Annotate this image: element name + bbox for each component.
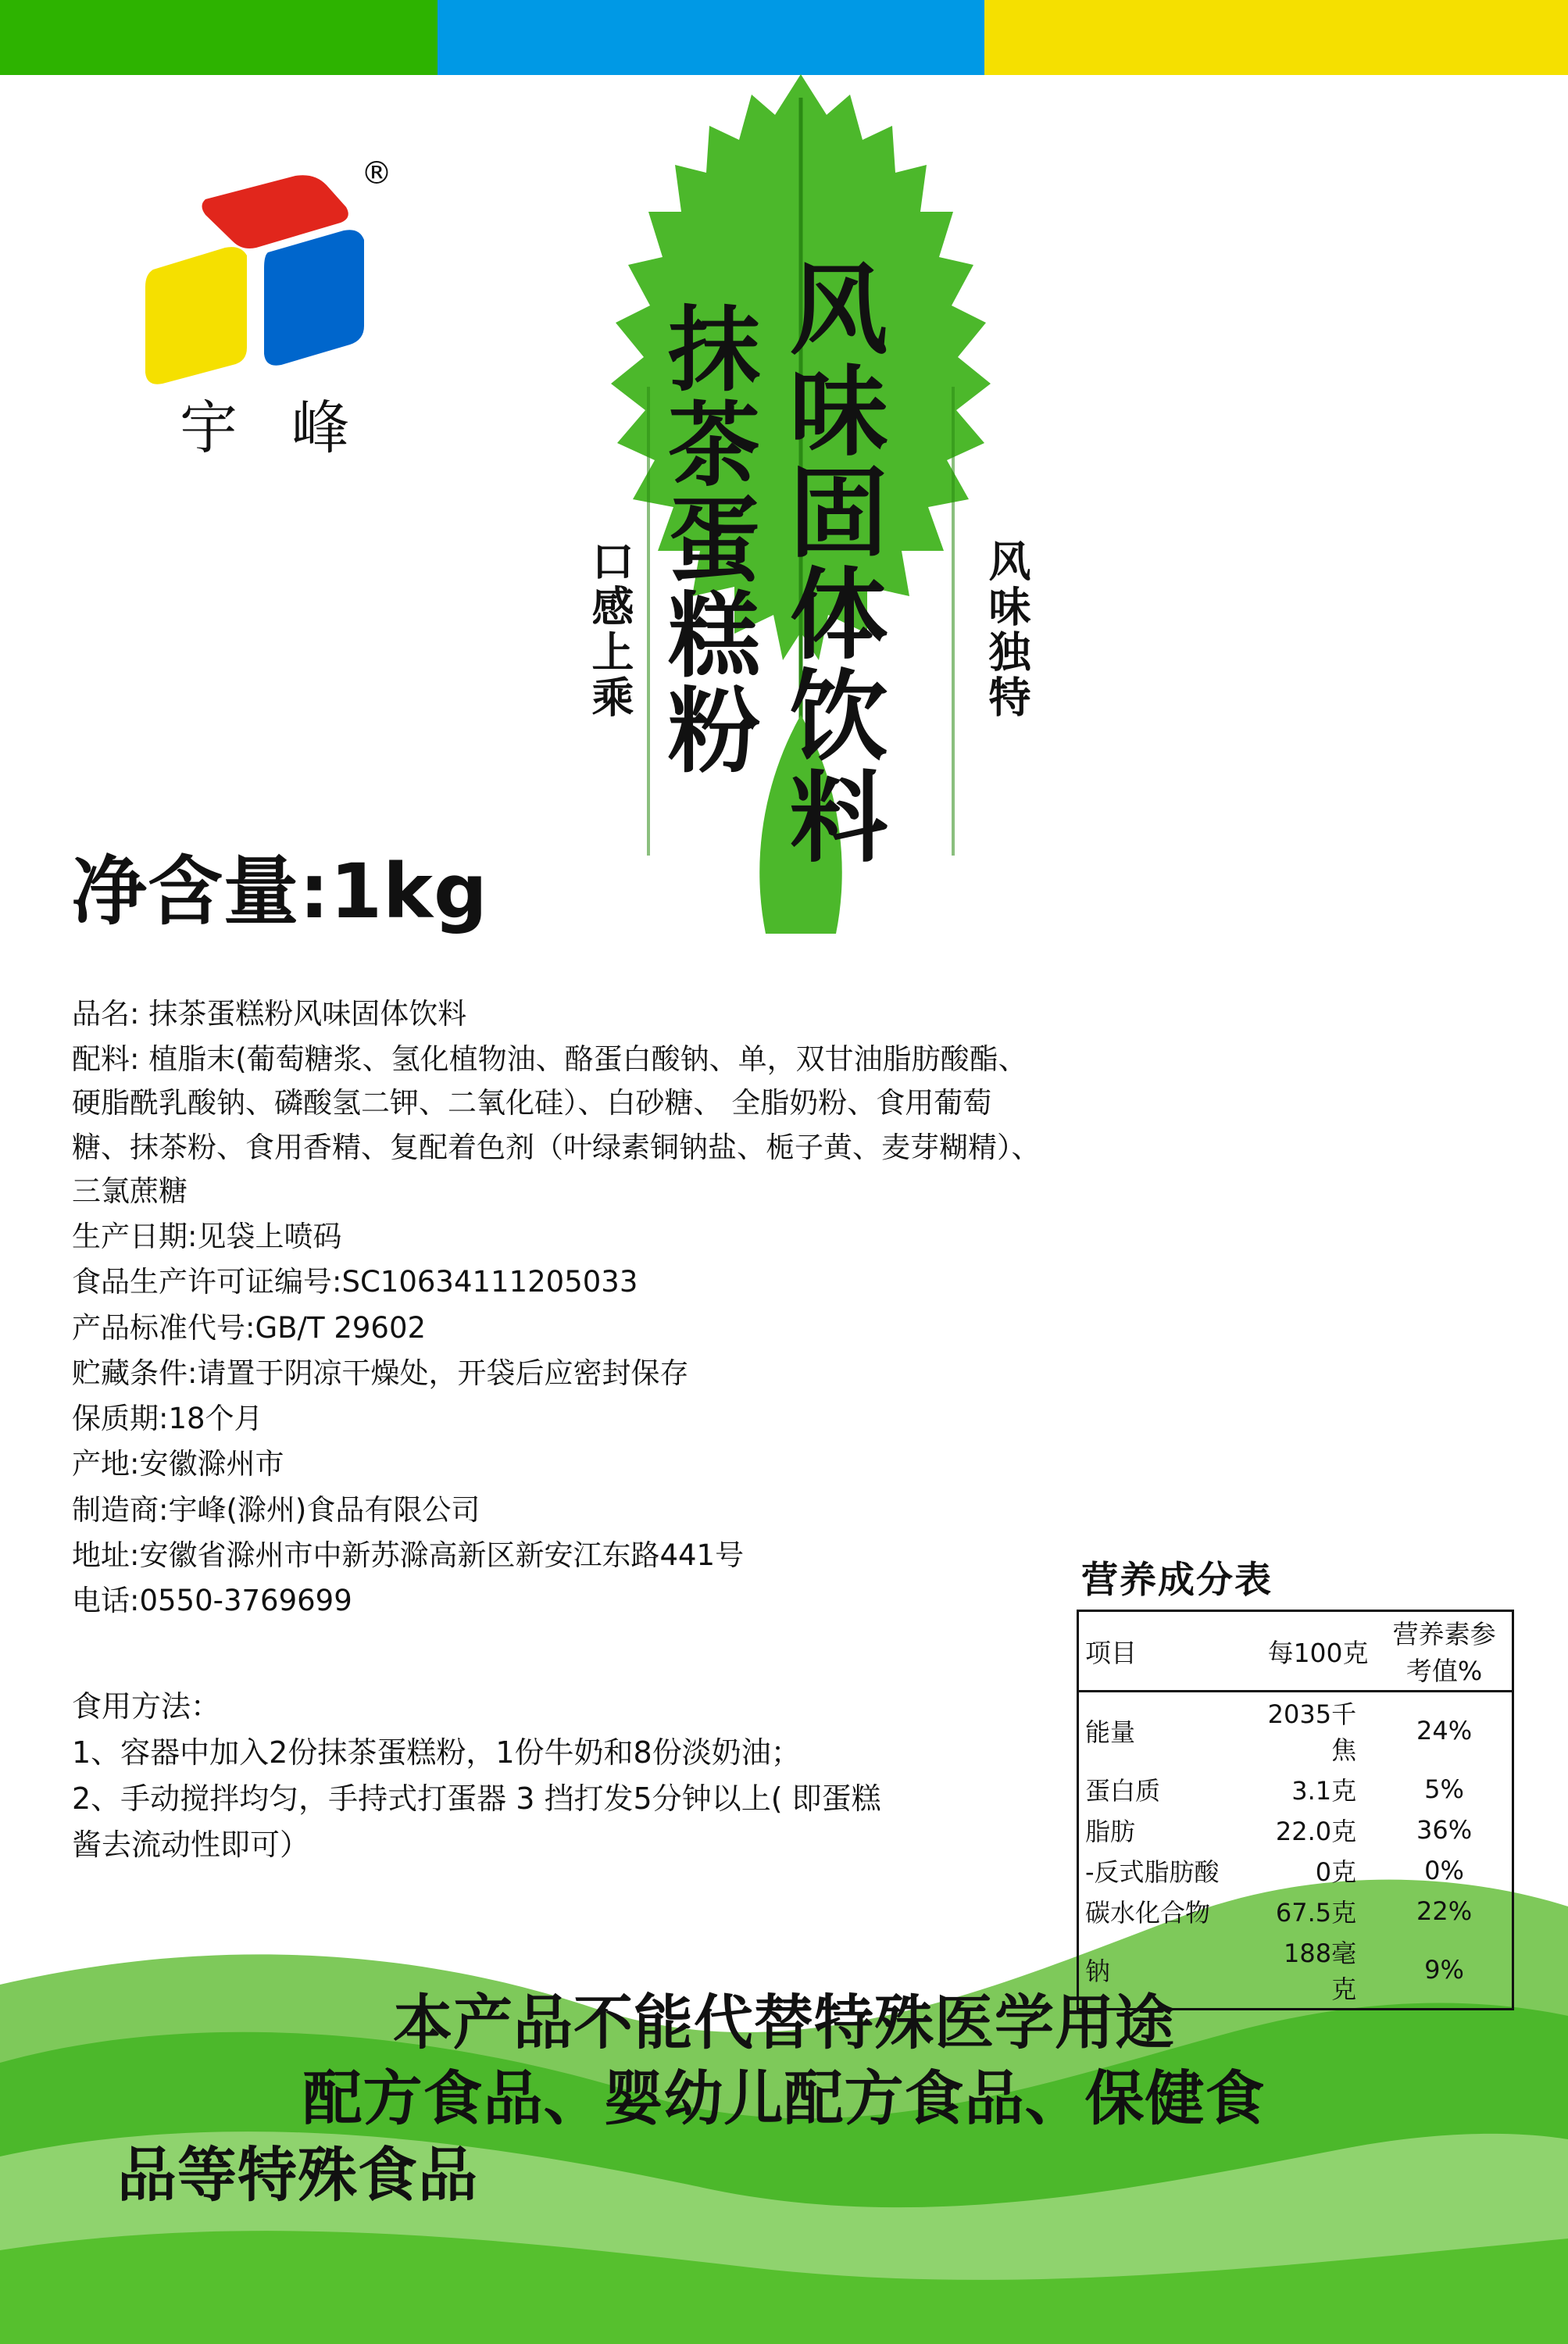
usage-heading: 食用方法： bbox=[72, 1689, 221, 1724]
info-product-name: 品名: 抹茶蛋糕粉风味固体饮料 bbox=[72, 997, 467, 1031]
nutrition-value: 0克 bbox=[1315, 1857, 1357, 1887]
info-origin: 产地:安徽滁州市 bbox=[72, 1447, 284, 1481]
nutrition-item: 蛋白质 bbox=[1085, 1776, 1161, 1806]
leaf-title-primary: 风味固体饮料 bbox=[773, 258, 888, 867]
nutrition-nrv: 0% bbox=[1424, 1856, 1464, 1885]
top-bar-yellow bbox=[984, 0, 1568, 75]
table-row bbox=[1078, 1692, 1513, 1770]
info-standard-no: 产品标准代号:GB/T 29602 bbox=[72, 1310, 427, 1345]
nutrition-item: 钠 bbox=[1078, 1931, 1260, 2010]
info-license-no: 食品生产许可证编号:SC10634111205033 bbox=[72, 1265, 638, 1299]
leaf-slogan-left: 口感上乘 bbox=[585, 539, 634, 720]
nutrition-item: 碳水化合物 bbox=[1085, 1898, 1211, 1928]
nutrition-nrv: 9% bbox=[1377, 1931, 1513, 2010]
warning-line-3: 品等特殊食品 bbox=[117, 2139, 478, 2210]
net-weight: 净含量:1kg bbox=[72, 848, 488, 935]
info-storage: 贮藏条件:请置于阴凉干燥处，开袋后应密封保存 bbox=[72, 1356, 689, 1390]
info-shelf-life: 保质期:18个月 bbox=[72, 1402, 263, 1436]
info-ingredients: 配料: 植脂末(葡萄糖浆、氢化植物油、酪蛋白酸钠、单，双甘油脂肪酸酯、硬脂酰乳酸钠、磷酸氢二钾、二氧化硅）、白砂糖、 全脂奶粉、食用葡萄糖、抹茶粉、食用香精、复配着色剂（叶绿素铜钠盐、栀子黄、麦芽糊精）、三氯蔗糖 bbox=[72, 1042, 1041, 1208]
top-bar-green bbox=[0, 0, 438, 75]
nutrition-nrv: 22% bbox=[1416, 1896, 1473, 1926]
warning-line-1: 本产品不能代替特殊医学用途 bbox=[393, 1988, 1175, 2057]
usage-step-1: 1、容器中加入2份抹茶蛋糕粉，1份牛奶和8份淡奶油； bbox=[72, 1735, 801, 1770]
nutrition-facts bbox=[1077, 1551, 1518, 2010]
svg-text:峰: 峰 bbox=[291, 395, 349, 462]
leaf-slogan-right: 风味独特 bbox=[982, 539, 1031, 720]
table-row bbox=[1078, 1850, 1513, 1891]
regulatory-warning bbox=[0, 1985, 1568, 2213]
nutrition-value: 188毫克 bbox=[1259, 1931, 1377, 2010]
nutrition-header-row bbox=[1078, 1611, 1513, 1692]
logo-cube-icon bbox=[131, 152, 397, 488]
info-manufacturer: 制造商:宇峰(滁州)食品有限公司 bbox=[72, 1492, 480, 1527]
nutrition-value: 22.0克 bbox=[1275, 1817, 1357, 1846]
top-color-bars bbox=[0, 0, 1568, 75]
nutrition-value: 67.5克 bbox=[1275, 1898, 1357, 1928]
warning-line-2: 配方食品、婴幼儿配方食品、保健食 bbox=[302, 2064, 1266, 2134]
product-info-block bbox=[72, 992, 1041, 1624]
nutrition-item: 能量 bbox=[1078, 1692, 1260, 1770]
top-bar-blue bbox=[438, 0, 984, 75]
nutrition-nrv: 36% bbox=[1416, 1815, 1473, 1845]
nutrition-item: -反式脂肪酸 bbox=[1085, 1857, 1220, 1887]
brand-logo bbox=[131, 152, 397, 488]
usage-instructions-block bbox=[72, 1684, 884, 1868]
info-production-date: 生产日期:见袋上喷码 bbox=[72, 1220, 342, 1254]
nutrition-value: 2035千焦 bbox=[1259, 1692, 1377, 1770]
table-row bbox=[1078, 1769, 1513, 1810]
table-row bbox=[1078, 1891, 1513, 1931]
nutrition-item: 脂肪 bbox=[1085, 1817, 1136, 1846]
nutrition-header-item: 项目 bbox=[1078, 1611, 1260, 1692]
nutrition-table bbox=[1077, 1610, 1514, 2010]
nutrition-nrv: 5% bbox=[1424, 1774, 1464, 1804]
nutrition-nrv: 24% bbox=[1377, 1692, 1513, 1770]
nutrition-header-per100g: 每100克 bbox=[1259, 1611, 1377, 1692]
nutrition-header-nrv: 营养素参考值% bbox=[1377, 1611, 1513, 1692]
svg-text:宇: 宇 bbox=[180, 395, 238, 462]
nutrition-title: 营养成分表 bbox=[1081, 1559, 1273, 1602]
nutrition-value: 3.1克 bbox=[1291, 1776, 1357, 1806]
table-row bbox=[1078, 1810, 1513, 1850]
leaf-title-secondary: 抹茶蛋糕粉 bbox=[652, 301, 760, 777]
registered-trademark-icon: ® bbox=[361, 155, 392, 191]
info-phone: 电话:0550-3769699 bbox=[72, 1584, 352, 1618]
usage-step-2: 2、手动搅拌均匀，手持式打蛋器 3 挡打发5分钟以上( 即蛋糕酱去流动性即可） bbox=[72, 1781, 881, 1862]
info-address: 地址:安徽省滁州市中新苏滁高新区新安江东路441号 bbox=[72, 1538, 745, 1572]
